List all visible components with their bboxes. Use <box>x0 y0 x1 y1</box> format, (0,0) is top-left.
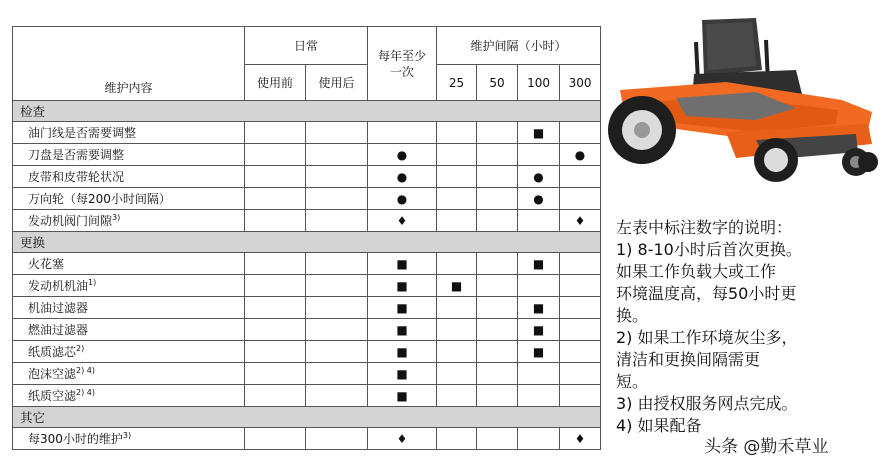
mark-cell-h50 <box>477 275 518 297</box>
mark-cell-yearly: ■ <box>368 341 437 363</box>
mark-cell-before <box>245 297 306 319</box>
maintenance-table-wrap <box>12 26 600 450</box>
item-cell <box>13 385 245 407</box>
mark-cell-h100: ■ <box>518 341 560 363</box>
mark-cell-h25 <box>437 188 477 210</box>
mark-cell-yearly: ■ <box>368 385 437 407</box>
mark-cell-after <box>306 144 368 166</box>
footnote-ref: 2) 4) <box>76 366 95 375</box>
item-cell <box>13 122 245 144</box>
item-cell <box>13 341 245 363</box>
item-label: 发动机机油 <box>28 279 89 293</box>
item-cell <box>13 319 245 341</box>
mark-cell-yearly: ■ <box>368 253 437 275</box>
mark-cell-h25 <box>437 122 477 144</box>
mark-cell-yearly: ● <box>368 188 437 210</box>
item-cell <box>13 275 245 297</box>
mark-cell-h100: ■ <box>518 297 560 319</box>
mark-cell-h25 <box>437 428 477 450</box>
mark-cell-h300 <box>560 297 601 319</box>
mark-cell-h100 <box>518 385 560 407</box>
item-label: 燃油过滤器 <box>28 323 89 337</box>
item-label: 皮带和皮带轮状况 <box>28 170 125 184</box>
mark-cell-h50 <box>477 428 518 450</box>
mark-cell-h100: ■ <box>518 253 560 275</box>
item-label: 油门线是否需要调整 <box>28 126 137 140</box>
mark-cell-h50 <box>477 253 518 275</box>
section-row <box>13 232 601 253</box>
item-label: 泡沫空滤 <box>28 367 77 381</box>
item-cell <box>13 363 245 385</box>
header-25h: 25 <box>437 65 477 101</box>
table-row <box>13 188 601 210</box>
header-daily: 日常 <box>245 27 368 65</box>
header-50h: 50 <box>477 65 518 101</box>
mark-cell-h300 <box>560 319 601 341</box>
table-row <box>13 363 601 385</box>
item-label: 发动机阀门间隙 <box>28 214 113 228</box>
mark-cell-h300: ♦ <box>560 210 601 232</box>
note-line: 如果工作负载大或工作 <box>616 262 777 281</box>
note-line: 环境温度高，每50小时更 <box>616 284 797 303</box>
note-line: 4) 如果配备 <box>616 416 702 435</box>
mark-cell-h25 <box>437 253 477 275</box>
note-line: 1) 8-10小时后首次更换。 <box>616 240 802 259</box>
item-label: 火花塞 <box>28 257 65 271</box>
item-cell <box>13 428 245 450</box>
mark-cell-before <box>245 385 306 407</box>
item-cell <box>13 166 245 188</box>
mark-cell-h50 <box>477 166 518 188</box>
mark-cell-h25 <box>437 363 477 385</box>
mark-cell-before <box>245 144 306 166</box>
item-label: 每300小时的维护 <box>28 432 123 446</box>
mark-cell-before <box>245 275 306 297</box>
section-row <box>13 101 601 122</box>
mark-cell-after <box>306 363 368 385</box>
section-title: 其它 <box>13 407 601 428</box>
mark-cell-h100 <box>518 428 560 450</box>
footnote-ref: 2) <box>76 344 85 353</box>
mark-cell-h100 <box>518 275 560 297</box>
header-300h: 300 <box>560 65 601 101</box>
header-before-use: 使用前 <box>245 65 306 101</box>
mark-cell-h300 <box>560 166 601 188</box>
table-row <box>13 428 601 450</box>
item-label: 万向轮（每200小时间隔） <box>28 192 171 206</box>
table-row <box>13 341 601 363</box>
mark-cell-yearly: ● <box>368 144 437 166</box>
mark-cell-h100 <box>518 144 560 166</box>
lawn-mower-image <box>606 12 882 186</box>
footnote-ref: 3) <box>122 431 132 440</box>
item-cell <box>13 188 245 210</box>
mark-cell-h25 <box>437 385 477 407</box>
mark-cell-before <box>245 341 306 363</box>
footnote-ref: 3) <box>112 213 121 222</box>
mark-cell-yearly <box>368 122 437 144</box>
section-title: 更换 <box>13 232 601 253</box>
mark-cell-h50 <box>477 122 518 144</box>
mark-cell-h50 <box>477 210 518 232</box>
mark-cell-h100: ■ <box>518 122 560 144</box>
mark-cell-h25 <box>437 319 477 341</box>
mark-cell-before <box>245 428 306 450</box>
mark-cell-after <box>306 166 368 188</box>
mark-cell-after <box>306 428 368 450</box>
table-row <box>13 166 601 188</box>
mark-cell-after <box>306 385 368 407</box>
note-line: 换。 <box>616 306 649 325</box>
footnote-ref: 1) <box>88 278 97 287</box>
mark-cell-h50 <box>477 297 518 319</box>
mark-cell-h300: ● <box>560 144 601 166</box>
mark-cell-yearly: ■ <box>368 275 437 297</box>
note-line: 3) 由授权服务网点完成。 <box>616 394 798 413</box>
mark-cell-h50 <box>477 341 518 363</box>
mark-cell-h25: ■ <box>437 275 477 297</box>
table-row <box>13 144 601 166</box>
table-row <box>13 275 601 297</box>
mark-cell-h100: ■ <box>518 319 560 341</box>
mark-cell-before <box>245 188 306 210</box>
mark-cell-h25 <box>437 144 477 166</box>
footnote-ref: 2) 4) <box>76 388 95 397</box>
header-100h: 100 <box>518 65 560 101</box>
notes-title: 左表中标注数字的说明： <box>616 218 793 237</box>
table-row <box>13 122 601 144</box>
watermark: 头条 @勤禾草业 <box>704 432 828 457</box>
mark-cell-after <box>306 122 368 144</box>
mark-cell-yearly: ■ <box>368 363 437 385</box>
mark-cell-h300 <box>560 122 601 144</box>
mark-cell-h50 <box>477 319 518 341</box>
notes-block <box>616 217 884 437</box>
header-yearly: 每年至少一次 <box>368 27 437 101</box>
table-row <box>13 385 601 407</box>
table-row <box>13 210 601 232</box>
mark-cell-before <box>245 363 306 385</box>
mark-cell-h50 <box>477 144 518 166</box>
header-interval: 维护间隔（小时） <box>437 27 601 65</box>
mark-cell-h100 <box>518 363 560 385</box>
mark-cell-before <box>245 253 306 275</box>
mark-cell-h25 <box>437 166 477 188</box>
mark-cell-after <box>306 188 368 210</box>
mark-cell-h300 <box>560 341 601 363</box>
mark-cell-h300 <box>560 385 601 407</box>
mark-cell-before <box>245 166 306 188</box>
mark-cell-yearly: ● <box>368 166 437 188</box>
item-cell <box>13 144 245 166</box>
mark-cell-h300 <box>560 275 601 297</box>
item-label: 刀盘是否需要调整 <box>28 148 125 162</box>
item-cell <box>13 253 245 275</box>
mark-cell-yearly: ♦ <box>368 428 437 450</box>
item-cell <box>13 297 245 319</box>
mark-cell-h50 <box>477 188 518 210</box>
item-label: 机油过滤器 <box>28 301 89 315</box>
mark-cell-h50 <box>477 363 518 385</box>
header-item: 维护内容 <box>13 27 245 101</box>
mark-cell-h300: ♦ <box>560 428 601 450</box>
section-row <box>13 407 601 428</box>
mark-cell-yearly: ■ <box>368 319 437 341</box>
mark-cell-after <box>306 319 368 341</box>
mark-cell-after <box>306 341 368 363</box>
mark-cell-h25 <box>437 210 477 232</box>
mark-cell-after <box>306 210 368 232</box>
table-row <box>13 253 601 275</box>
mark-cell-before <box>245 319 306 341</box>
mark-cell-h100: ● <box>518 188 560 210</box>
mark-cell-h100 <box>518 210 560 232</box>
item-label: 纸质滤芯 <box>28 345 77 359</box>
maintenance-table <box>12 26 601 450</box>
mark-cell-h50 <box>477 385 518 407</box>
item-label: 纸质空滤 <box>28 389 77 403</box>
mark-cell-before <box>245 210 306 232</box>
note-line: 清洁和更换间隔需更 <box>616 350 761 369</box>
table-row <box>13 319 601 341</box>
mark-cell-yearly: ♦ <box>368 210 437 232</box>
mark-cell-h300 <box>560 253 601 275</box>
mark-cell-after <box>306 253 368 275</box>
mark-cell-h25 <box>437 297 477 319</box>
mark-cell-h300 <box>560 188 601 210</box>
section-title: 检查 <box>13 101 601 122</box>
mark-cell-h25 <box>437 341 477 363</box>
mark-cell-h100: ● <box>518 166 560 188</box>
note-line: 短。 <box>616 372 649 391</box>
mark-cell-before <box>245 122 306 144</box>
note-line: 2) 如果工作环境灰尘多， <box>616 328 798 347</box>
item-cell <box>13 210 245 232</box>
mark-cell-after <box>306 297 368 319</box>
mark-cell-h300 <box>560 363 601 385</box>
mark-cell-after <box>306 275 368 297</box>
header-after-use: 使用后 <box>306 65 368 101</box>
table-row <box>13 297 601 319</box>
mark-cell-yearly: ■ <box>368 297 437 319</box>
maintenance-table-body <box>13 101 601 450</box>
